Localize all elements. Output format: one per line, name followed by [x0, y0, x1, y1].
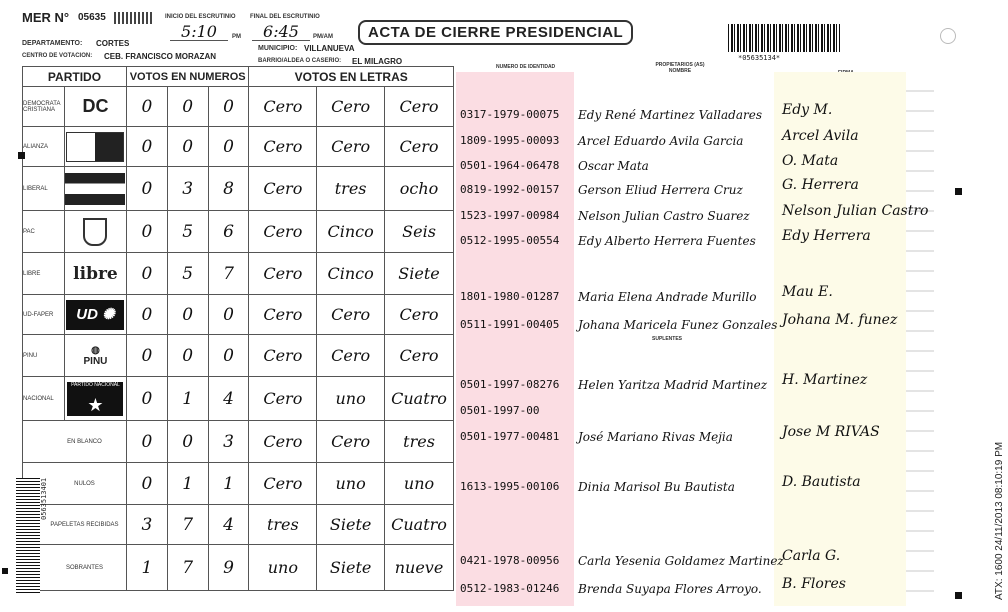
id-column-band — [456, 72, 574, 606]
member-signature: H. Martinez — [782, 372, 868, 388]
vote-word: Siete — [317, 505, 385, 545]
vote-digit: 0 — [126, 463, 167, 505]
member-name: Oscar Mata — [578, 159, 649, 173]
inicio-time: 5:10 — [170, 22, 228, 41]
col-numeros-header: VOTOS EN NUMEROS — [126, 67, 248, 87]
col-id-header: NUMERO DE IDENTIDAD — [496, 64, 556, 70]
member-id: 1801-1980-01287 — [460, 290, 560, 303]
vote-word: uno — [385, 463, 454, 505]
member-id: 0512-1995-00554 — [460, 234, 560, 247]
vote-digit: 0 — [167, 335, 208, 377]
page-title: ACTA DE CIERRE PRESIDENCIAL — [358, 20, 633, 45]
nacional-star-icon: PARTIDO NACIONAL ★ — [67, 382, 123, 416]
vote-word: Cero — [317, 295, 385, 335]
vote-digit: 0 — [126, 87, 167, 127]
suplentes-label: SUPLENTES — [652, 336, 683, 342]
vote-word: uno — [317, 377, 385, 421]
vote-word: nueve — [385, 545, 454, 591]
vote-digit: 3 — [167, 167, 208, 211]
mer-number: 05635 — [78, 12, 106, 23]
pac-shield-icon — [83, 218, 107, 246]
col-name-header: PROPIETARIOS (AS) NOMBRE — [655, 62, 705, 74]
party-logo — [64, 253, 126, 295]
final-label: FINAL DEL ESCRUTINIO — [250, 14, 320, 20]
member-name: Arcel Eduardo Avila Garcia — [578, 134, 744, 148]
vote-word: Cero — [249, 127, 317, 167]
member-signature: Edy Herrera — [782, 228, 871, 244]
table-row — [23, 421, 454, 463]
member-name: Carla Yesenia Goldamez Martinez — [578, 554, 784, 568]
member-id: 1613-1995-00106 — [460, 480, 560, 493]
member-signature: O. Mata — [782, 153, 839, 169]
pinu-logo-icon: ◍ PINU — [83, 344, 108, 367]
row-label: PAPELETAS RECIBIDAS — [23, 505, 127, 545]
vote-digit: 0 — [208, 335, 249, 377]
vote-word: Cero — [385, 127, 454, 167]
member-signature: Edy M. — [782, 102, 833, 118]
party-name: PINU — [23, 335, 65, 377]
vote-word: Cero — [385, 87, 454, 127]
vote-word: uno — [317, 463, 385, 505]
vote-digit: 7 — [208, 253, 249, 295]
party-logo — [64, 127, 126, 167]
barrio-value: EL MILAGRO — [352, 57, 403, 66]
vote-digit: 0 — [167, 127, 208, 167]
centro-label: CENTRO DE VOTACION: — [22, 53, 93, 59]
vote-word: Cero — [249, 211, 317, 253]
party-logo — [64, 87, 126, 127]
table-row — [23, 87, 454, 127]
vote-word: Cero — [317, 87, 385, 127]
reg-mark-left-2 — [18, 152, 25, 159]
member-id: 0501-1964-06478 — [460, 159, 560, 172]
vote-word: Cero — [317, 335, 385, 377]
vote-digit: 0 — [126, 127, 167, 167]
vote-word: Cuatro — [385, 377, 454, 421]
scan-stamp: ATX: 1600 24/11/2013 08:10:19 PM — [994, 441, 1005, 600]
vote-digit: 8 — [208, 167, 249, 211]
member-name: Edy René Martinez Valladares — [578, 108, 763, 122]
col-partido-header: PARTIDO — [23, 67, 127, 87]
side-barcode-text: 0563513401 — [40, 477, 48, 520]
corner-mark — [940, 28, 956, 44]
vote-digit: 4 — [208, 377, 249, 421]
vote-word: Siete — [317, 545, 385, 591]
member-name: Brenda Suyapa Flores Arroyo. — [578, 582, 762, 596]
vote-digit: 0 — [126, 211, 167, 253]
vote-word: Cinco — [317, 253, 385, 295]
row-label: EN BLANCO — [23, 421, 127, 463]
table-row — [23, 167, 454, 211]
vote-digit: 1 — [208, 463, 249, 505]
vote-word: Cero — [317, 127, 385, 167]
col-letras-header: VOTOS EN LETRAS — [249, 67, 454, 87]
member-name: Nelson Julian Castro Suarez — [578, 209, 750, 223]
member-id: 1523-1997-00984 — [460, 209, 560, 222]
member-id: 0511-1991-00405 — [460, 318, 560, 331]
vote-word: Seis — [385, 211, 454, 253]
vote-digit: 0 — [208, 87, 249, 127]
member-name: Gerson Eliud Herrera Cruz — [578, 183, 743, 197]
vote-word: Siete — [385, 253, 454, 295]
member-name: Helen Yaritza Madrid Martinez — [578, 378, 768, 392]
vote-digit: 0 — [126, 253, 167, 295]
right-tick-strip — [906, 72, 934, 606]
vote-word: Cero — [249, 295, 317, 335]
table-row — [23, 211, 454, 253]
vote-digit: 3 — [208, 421, 249, 463]
row-label: NULOS — [23, 463, 127, 505]
member-id: 0819-1992-00157 — [460, 183, 560, 196]
party-logo — [64, 167, 126, 211]
scan-marks — [114, 12, 154, 24]
member-id: 0501-1997-08276 — [460, 378, 560, 391]
table-row — [23, 253, 454, 295]
member-signature: Nelson Julian Castro — [782, 203, 929, 219]
vote-digit: 0 — [208, 295, 249, 335]
libre-logo-icon: libre — [73, 263, 118, 284]
barcode-text: *05635134* — [738, 54, 781, 62]
table-row — [23, 295, 454, 335]
member-id: 1809-1995-00093 — [460, 134, 560, 147]
vote-digit: 0 — [126, 377, 167, 421]
party-logo — [64, 295, 126, 335]
vote-digit: 0 — [167, 87, 208, 127]
vote-digit: 5 — [167, 253, 208, 295]
vote-word: tres — [317, 167, 385, 211]
table-row — [23, 463, 454, 505]
vote-word: Cero — [249, 87, 317, 127]
vote-word: Cero — [249, 377, 317, 421]
table-row — [23, 545, 454, 591]
party-name: ALIANZA — [23, 127, 65, 167]
vote-digit: 0 — [167, 295, 208, 335]
member-id: 0501-1977-00481 — [460, 430, 560, 443]
vote-word: Cero — [249, 253, 317, 295]
vote-digit: 7 — [167, 505, 208, 545]
vote-digit: 7 — [167, 545, 208, 591]
vote-word: tres — [249, 505, 317, 545]
member-id: 0512-1983-01246 — [460, 582, 560, 595]
member-signature: D. Bautista — [782, 474, 861, 490]
member-name: José Mariano Rivas Mejia — [578, 430, 733, 444]
vote-digit: 1 — [126, 545, 167, 591]
party-name: NACIONAL — [23, 377, 65, 421]
mer-label: MER N° — [22, 10, 70, 25]
departamento-label: DEPARTAMENTO: — [22, 40, 83, 47]
table-row — [23, 377, 454, 421]
vote-digit: 9 — [208, 545, 249, 591]
centro-value: CEB. FRANCISCO MORAZAN — [104, 52, 216, 61]
vote-digit: 1 — [167, 463, 208, 505]
inicio-label: INICIO DEL ESCRUTINIO — [165, 14, 236, 20]
vote-word: Cero — [385, 295, 454, 335]
vote-word: uno — [249, 545, 317, 591]
party-name: UD-FAPER — [23, 295, 65, 335]
member-id: 0501-1997-00 — [460, 404, 540, 417]
party-logo — [64, 377, 126, 421]
vote-digit: 0 — [126, 335, 167, 377]
party-name: DEMOCRATA CRISTIANA — [23, 87, 65, 127]
vote-digit: 0 — [126, 295, 167, 335]
party-logo — [64, 335, 126, 377]
inicio-pm: PM — [232, 34, 241, 40]
table-row — [23, 127, 454, 167]
reg-mark-right — [955, 188, 962, 195]
vote-word: Cero — [249, 421, 317, 463]
votes-table — [22, 66, 454, 591]
member-signature: Johana M. funez — [782, 312, 898, 328]
vote-digit: 1 — [167, 377, 208, 421]
party-name: PAC — [23, 211, 65, 253]
vote-digit: 0 — [208, 127, 249, 167]
vote-word: Cero — [249, 167, 317, 211]
vote-word: Cuatro — [385, 505, 454, 545]
vote-word: Cero — [385, 335, 454, 377]
member-signature: Jose M RIVAS — [782, 424, 880, 440]
side-barcode — [16, 478, 40, 594]
party-name: LIBERAL — [23, 167, 65, 211]
municipio-label: MUNICIPIO: — [258, 45, 298, 52]
member-signature: B. Flores — [782, 576, 846, 592]
alianza-flag-icon — [66, 132, 124, 162]
member-signature: Mau E. — [782, 284, 833, 300]
final-pm: PM/AM — [313, 34, 333, 40]
vote-digit: 4 — [208, 505, 249, 545]
vote-digit: 0 — [126, 167, 167, 211]
member-signature: G. Herrera — [782, 177, 859, 193]
vote-word: Cero — [317, 421, 385, 463]
member-name: Edy Alberto Herrera Fuentes — [578, 234, 756, 248]
barcode — [728, 24, 840, 52]
vote-word: tres — [385, 421, 454, 463]
vote-digit: 6 — [208, 211, 249, 253]
barrio-label: BARRIO/ALDEA O CASERIO: — [258, 58, 342, 64]
final-time: 6:45 — [252, 22, 310, 41]
municipio-value: VILLANUEVA — [304, 44, 355, 53]
vote-word: Cinco — [317, 211, 385, 253]
ud-logo-icon: UD ✺ — [66, 300, 124, 330]
vote-word: Cero — [249, 335, 317, 377]
liberal-flag-icon — [65, 173, 125, 205]
departamento-value: CORTES — [96, 39, 130, 48]
row-label: SOBRANTES — [23, 545, 127, 591]
reg-mark-left — [2, 568, 8, 574]
member-id: 0421-1978-00956 — [460, 554, 560, 567]
dc-logo-icon: DC — [82, 96, 109, 116]
party-name: LIBRE — [23, 253, 65, 295]
member-name: Johana Maricela Funez Gonzales — [578, 318, 778, 332]
member-signature: Arcel Avila — [782, 128, 859, 144]
vote-digit: 0 — [167, 421, 208, 463]
member-name: Maria Elena Andrade Murillo — [578, 290, 757, 304]
member-signature: Carla G. — [782, 548, 841, 564]
vote-digit: 3 — [126, 505, 167, 545]
party-logo — [64, 211, 126, 253]
vote-digit: 5 — [167, 211, 208, 253]
vote-word: ocho — [385, 167, 454, 211]
vote-word: Cero — [249, 463, 317, 505]
table-row — [23, 505, 454, 545]
reg-mark-right-2 — [955, 592, 962, 599]
member-name: Dinia Marisol Bu Bautista — [578, 480, 735, 494]
member-id: 0317-1979-00075 — [460, 108, 560, 121]
table-row — [23, 335, 454, 377]
vote-digit: 0 — [126, 421, 167, 463]
